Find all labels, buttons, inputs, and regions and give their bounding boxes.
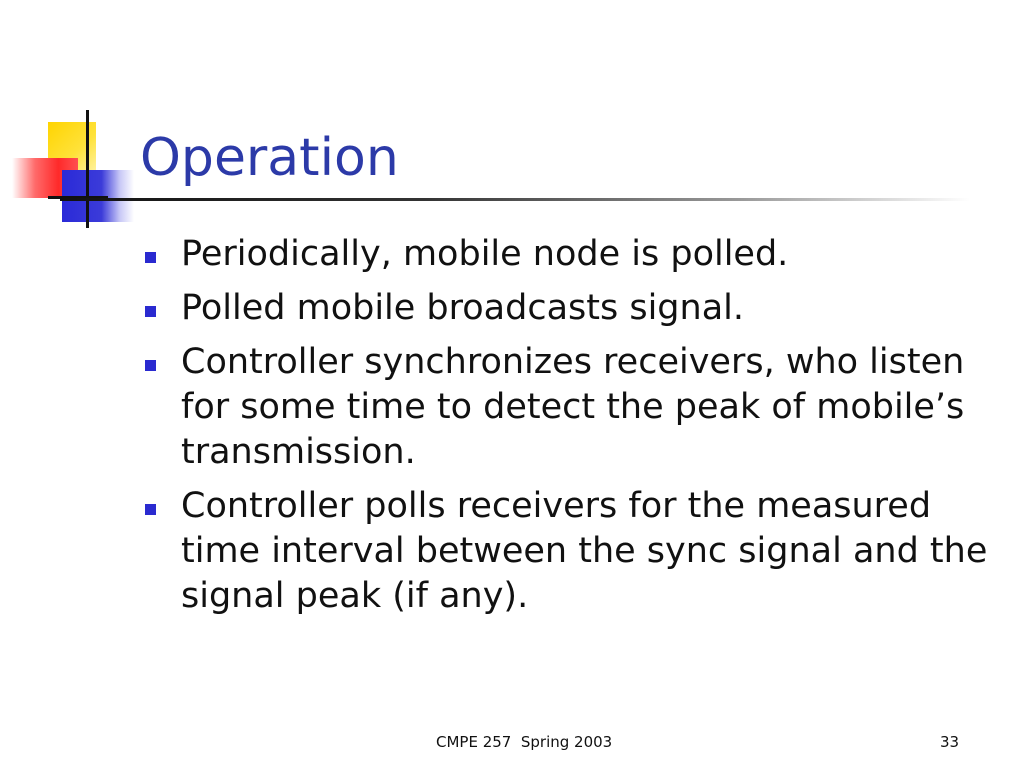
logo-vertical-line (86, 110, 89, 228)
bullet-list (145, 232, 995, 628)
bullet-item (145, 340, 995, 475)
slide-title: Operation (140, 128, 399, 188)
bullet-square-icon (145, 504, 156, 515)
footer-page-number: 33 (940, 733, 960, 751)
footer-course-label: CMPE 257 Spring 2003 (436, 733, 613, 751)
bullet-text: Periodically, mobile node is polled. (181, 234, 789, 274)
bullet-square-icon (145, 360, 156, 371)
bullet-item (145, 232, 995, 277)
bullet-item (145, 484, 995, 619)
bullet-square-icon (145, 306, 156, 317)
title-underline (60, 198, 970, 201)
bullet-item (145, 286, 995, 331)
bullet-text: Controller polls receivers for the measured time interval between the sync signal and the signal peak (if any). (181, 486, 988, 616)
slide-logo (0, 0, 140, 240)
bullet-square-icon (145, 252, 156, 263)
bullet-text: Polled mobile broadcasts signal. (181, 288, 745, 328)
bullet-text: Controller synchronizes receivers, who listen for some time to detect the peak of mobile’s transmission. (181, 342, 965, 472)
